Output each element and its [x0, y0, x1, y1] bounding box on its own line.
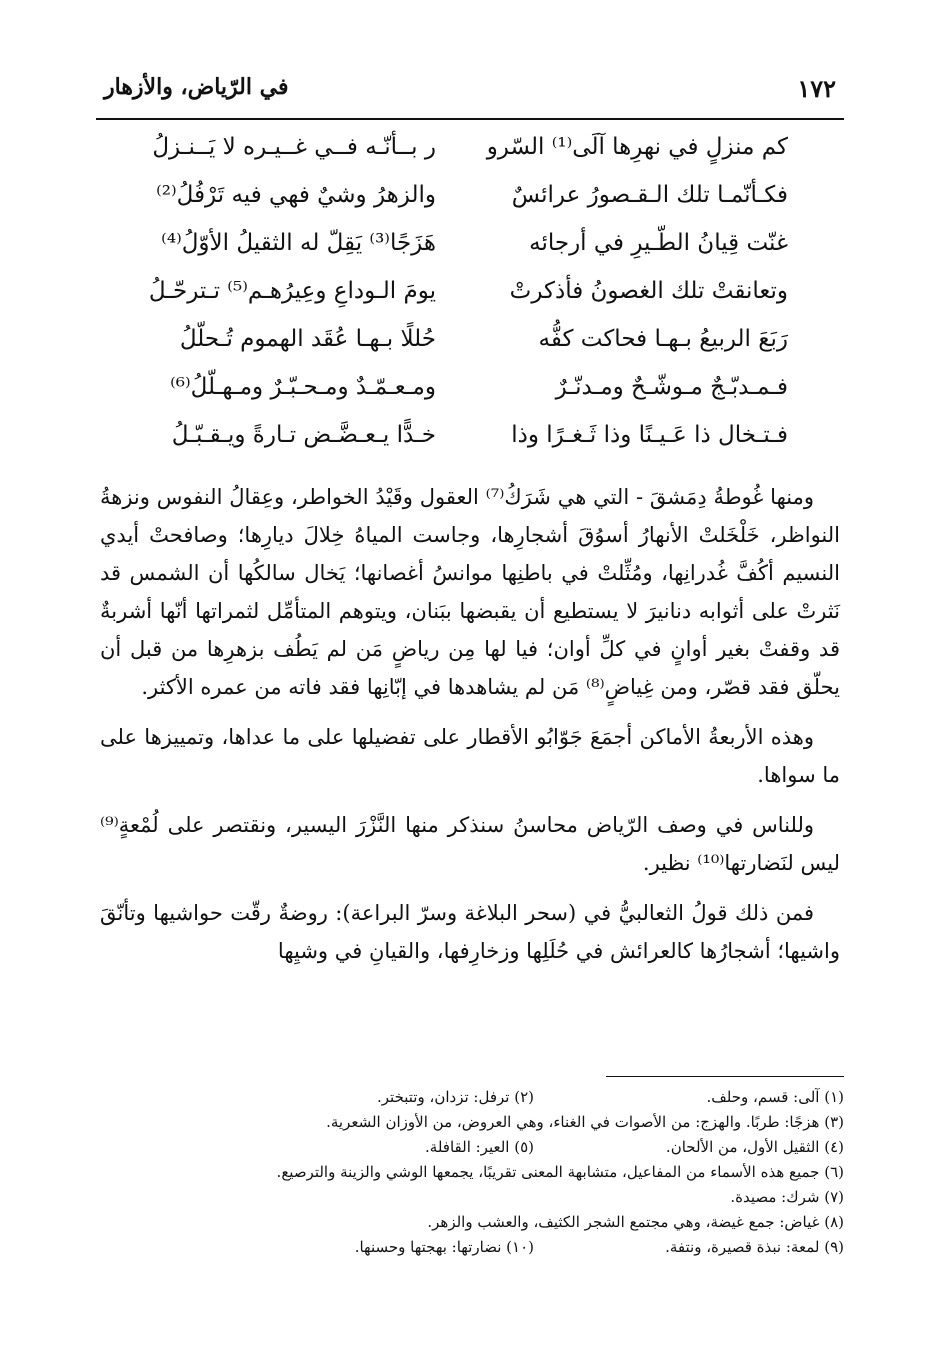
verse-second-hemistich: حُللًا بـهـا عُقَد الهموم تُـحلّلُ — [179, 326, 436, 352]
verse-second-hemistich: خـدًّا يـعـضَّـض تـارةً ويـقـبّـلُ — [171, 422, 436, 448]
poem-verse — [110, 368, 828, 416]
body-text — [100, 478, 840, 982]
verse-first-hemistich: غنّت قِيانُ الطّـيرِ في أرجائه — [529, 230, 788, 256]
paragraph: وللناس في وصف الرّياض محاسنُ سنذكر منها النَّزْرَ اليسير، ونقتصر على لُمْعةٍ⁽⁹⁾ ليس لنَضارتها⁽¹⁰⁾ نظير. — [100, 813, 840, 875]
footnote: (٨) غياض: جمع غيضة، وهي مجتمع الشجر الكثيف، والعشب والزهر. — [427, 1213, 844, 1231]
footnote: (٩) لمعة: نبذة قصيرة، ونتفة. — [665, 1238, 844, 1256]
running-title: في الرّياض، والأزهار — [104, 74, 289, 100]
verse-first-hemistich: فـمـدبّـجٌ مـوشّـحٌ ومـدنّـرٌ — [555, 374, 788, 400]
footnote-line — [96, 1238, 844, 1263]
page-header — [96, 66, 844, 110]
poem-verse — [110, 224, 828, 272]
verse-second-hemistich: ومـعـمّـدٌ ومـحـبّـرٌ ومـهـلّلُ⁽⁶⁾ — [170, 374, 436, 400]
verse-second-hemistich: يومَ الـوداعِ وعِيرُهـم⁽⁵⁾ تـترحّـلُ — [148, 278, 436, 304]
footnotes — [96, 1088, 844, 1263]
footnote-separator — [606, 1076, 844, 1077]
footnote: (٢) ترفل: تزدان، وتتبختر. — [377, 1088, 534, 1106]
paragraph: ومنها غُوطةُ دِمَشقَ - التي هي شَرَكُ⁽⁷⁾ العقول وقَيْدُ الخواطر، وعِقالُ النفوس ونزهةُ النواظر، خَلْخَلتْ الأنهارُ أسوُقَ أشجارِها، وجاست المياهُ خِلالَ ديارِها؛ وصافحتْ أيدي النسيم أكُفَّ غُدرانِها، ومُثِّلتْ في باطنِها موانسُ أغصانها؛ يَخال سالكُها أن الشمس قد نَثرتْ على أثوابه دنانيرَ لا يستطيع أن يقبضها ببَنان، ويتوهم المتأمِّل لثمراتها أنّها أشربةٌ قد وقفتْ بغير أوانٍ في كلِّ أوان؛ فيا لها مِن رياضٍ مَن لم يَطُف بزهرِها من قبل أن يحلّق فقد قصّر، ومن غِياضٍ⁽⁸⁾ مَن لم يشاهدها في إبّانِها فقد فاته من عمره الأكثر. — [100, 485, 840, 699]
poem-verse — [110, 272, 828, 320]
header-rule — [96, 118, 844, 120]
verse-first-hemistich: وتعانقتْ تلك الغصونُ فأذكرتْ — [509, 278, 788, 304]
verse-second-hemistich: والزهرُ وشيٌ فهي فيه تَرْفُلُ⁽²⁾ — [156, 182, 436, 208]
footnote-line — [96, 1188, 844, 1213]
footnote: (٧) شرك: مصيدة. — [730, 1188, 844, 1206]
poem-verse — [110, 416, 828, 464]
footnote: (١٠) نضارتها: بهجتها وحسنها. — [354, 1238, 534, 1256]
verse-second-hemistich: هَزَجًا⁽³⁾ يَقِلّ له الثقيلُ الأوّلُ⁽⁴⁾ — [161, 230, 436, 256]
footnote-line — [96, 1088, 844, 1113]
poem-verse — [110, 320, 828, 368]
page-number: ١٧٢ — [797, 74, 836, 103]
poem — [110, 128, 828, 464]
verse-first-hemistich: كم منزلٍ في نهرِها آلَى⁽¹⁾ السّرو — [486, 134, 788, 160]
poem-verse — [110, 176, 828, 224]
footnote: (٤) الثقيل الأول، من الألحان. — [665, 1138, 844, 1156]
verse-first-hemistich: فـتـخال ذا عَـيـنًا وذا ثَـغـرًا وذا — [511, 422, 788, 448]
poem-verse — [110, 128, 828, 176]
verse-second-hemistich: ر بــأنّـه فــي غــيـره لا يَــنـزلُ — [152, 134, 436, 160]
footnote: (١) آلى: قسم، وحلف. — [706, 1088, 844, 1106]
footnote-line — [96, 1113, 844, 1138]
footnote-line — [96, 1163, 844, 1188]
paragraph: وهذه الأربعةُ الأماكن أجمَعَ جَوّابُو الأقطار على تفضيلها على ما عداها، وتمييزها على ما سواها. — [100, 725, 840, 787]
footnote: (٣) هزجًا: طربًا. والهزج: من الأصوات في الغناء، وهي العروض، من الأوزان الشعرية. — [326, 1113, 844, 1131]
footnote-line — [96, 1138, 844, 1163]
verse-first-hemistich: رَبَعَ الربيعُ بـهـا فحاكت كفُّه — [538, 326, 788, 352]
paragraph: فمن ذلك قولُ الثعالبيُّ في (سحر البلاغة وسرّ البراعة): روضةٌ رقّت حواشيها وتأنّقَ واشيها؛ أشجارُها كالعرائش في حُلَلِها وزخارِفها، والقيانِ في وشيِها — [100, 901, 840, 963]
footnote: (٥) العير: القافلة. — [425, 1138, 534, 1156]
footnote: (٦) جميع هذه الأسماء من المفاعيل، متشابهة المعنى تقريبًا، يجمعها الوشي والزينة والترصيع. — [276, 1163, 844, 1181]
footnote-line — [96, 1213, 844, 1238]
verse-first-hemistich: فكـأنّمـا تلك الـقـصورُ عرائسٌ — [511, 182, 788, 208]
